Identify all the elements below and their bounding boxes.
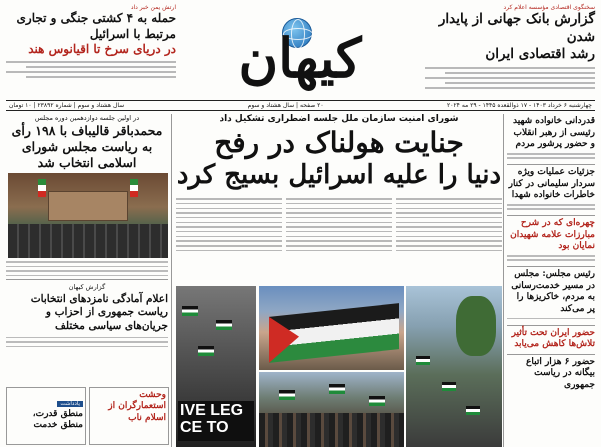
- right-story-6[interactable]: [507, 355, 595, 395]
- card-right-tag: یادداشت: [57, 401, 83, 407]
- lead-headline-line-2: دنیا را علیه اسرائیل بسیج کرد: [176, 159, 502, 190]
- right-story-4[interactable]: [507, 267, 595, 326]
- elections-story[interactable]: [6, 283, 168, 347]
- lead-headline-line-1: جنایت هولناک در رفح: [214, 125, 464, 159]
- elections-kicker: گزارش کیهان: [68, 283, 106, 292]
- masthead-right-kicker: سخنگوی اقتصادی مؤسسه اعلام کرد: [503, 4, 595, 11]
- masthead-left-story[interactable]: [6, 4, 176, 81]
- card-right[interactable]: [6, 387, 86, 445]
- masthead-right-story[interactable]: [425, 4, 595, 92]
- lead-story[interactable]: [176, 114, 502, 447]
- protest-photo-collage: [176, 286, 502, 447]
- parliament-photo: [8, 173, 168, 258]
- right-story-title: حضور ۶ هزار اتباع بیگانه در ریاست جمهوری: [525, 356, 595, 390]
- card-left-title: وحشت استعمارگران از اسلام ناب: [108, 390, 166, 423]
- dateline-issue: سال هشتاد و سوم | شماره ۲۳۸۹۲ | ۱۰ تومان: [9, 102, 125, 109]
- lead-headline: [176, 125, 502, 191]
- protest-photo-street: [406, 286, 502, 447]
- masthead-left-headline-1: حمله به ۴ کشتی جنگی و تجاری مرتبط با اسرائیل: [16, 11, 176, 41]
- protest-photo-sign: [176, 286, 256, 447]
- palestine-flag-icon: [269, 303, 399, 363]
- lead-body-text: [176, 195, 502, 253]
- masthead-right-body: [425, 67, 595, 89]
- parliament-kicker: در اولین جلسه دوازدهمین دوره مجلس: [34, 114, 140, 122]
- lead-kicker: شورای امنیت سازمان ملل جلسه اضطراری تشکیل داد: [219, 114, 459, 124]
- elections-headline: اعلام آمادگی نامزدهای انتخابات ریاست جمهوری از احزاب و جریان‌های سیاسی مختلف: [30, 292, 168, 333]
- card-left[interactable]: [89, 387, 169, 445]
- right-story-title: قدردانی خانواده شهید رئیسی از رهبر انقلاب و حضور پرشور مردم: [513, 116, 595, 150]
- logo-text: کیهان: [238, 26, 362, 90]
- right-story-3[interactable]: [507, 216, 595, 267]
- left-column: [6, 114, 172, 447]
- masthead-right-headline-1: گزارش بانک جهانی از پایدار شدن: [438, 11, 595, 45]
- right-story-title: حضور ایران تحت تأثیر تلاش‌ها کاهش می‌یابد: [511, 327, 595, 350]
- dateline: [6, 100, 595, 111]
- parliament-story[interactable]: [6, 114, 168, 276]
- right-story-title: جزئیات عملیات ویژه سردار سلیمانی در کنار خاطرات خانواده شهدا: [508, 167, 595, 201]
- right-story-5[interactable]: [507, 326, 595, 355]
- right-story-title: رئیس مجلس: مجلس در مسیر خدمت‌رسانی به مردم، خاکریزها را پر می‌کند: [511, 269, 595, 314]
- masthead-left-headline-2: در دریای سرخ تا اقیانوس هند: [28, 42, 176, 57]
- protest-photo-crowd: [259, 372, 404, 447]
- card-right-title: منطق قدرت، منطق خدمت: [32, 409, 83, 431]
- parliament-headline: محمدباقر قالیباف با ۱۹۸ رأی به ریاست مجلس شورای اسلامی انتخاب شد: [11, 123, 163, 170]
- masthead: [0, 0, 601, 100]
- masthead-left-kicker: ارتش یمن خبر داد: [130, 4, 176, 11]
- dateline-date: چهارشنبه ۶ خرداد ۱۴۰۳ - ۱۷ ذوالقعده ۱۴۴۵ - ۲۹ مه ۲۰۲۴: [447, 102, 592, 109]
- protest-photo-flag: [259, 286, 404, 370]
- right-column: [503, 114, 595, 447]
- masthead-right-headline-2: رشد اقتصادی ایران: [485, 46, 595, 63]
- right-story-title: چهره‌ای که در شرح مبارزات علامه شهیدان نمایان بود: [510, 218, 595, 252]
- masthead-left-body: [6, 61, 176, 78]
- right-story-2[interactable]: [507, 165, 595, 216]
- protest-sign-text: IVE LEG CE TO: [178, 401, 254, 441]
- right-story-1[interactable]: [507, 114, 595, 165]
- newspaper-logo: [200, 18, 400, 98]
- left-bottom-cards: [6, 387, 169, 445]
- dateline-pages: ۲۰ صفحه | سال هشتاد و سوم: [247, 102, 324, 109]
